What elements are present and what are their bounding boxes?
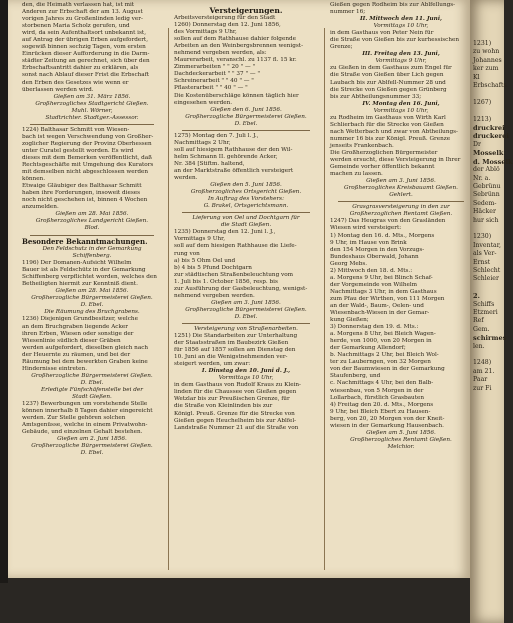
text-line: werden ersucht, diese Versteigerung in Ihrer: [330, 157, 461, 164]
text-line: Georg Mebs.: [330, 260, 368, 267]
text-line: wiesen in der Gemarkung Hausenbach.: [330, 422, 444, 429]
text-line: Vormittags 9 Uhr,: [174, 236, 226, 243]
text-line: Zimmerarbeiten " " 20 " — ": [174, 64, 256, 71]
facing-page-fragment: [470, 284, 504, 292]
text-line: in dem Gasthaus von Peter Nein für: [330, 30, 434, 37]
text-line: den 154 Morgen in den Vorzugs-: [330, 246, 425, 253]
notice-text: [330, 115, 472, 178]
signature: Blod.: [84, 225, 100, 232]
text-line: machen zu lassen.: [330, 171, 383, 178]
text-line: Die Kostenüberschläge können täglich hier: [174, 92, 299, 99]
facing-page-fragment: 1248): [473, 359, 492, 367]
text-line: Nr. 384 [Stiftm. haltend,: [174, 160, 245, 167]
signature: D. Ebel.: [80, 302, 104, 309]
notice-heading: Versteigerung von Straßenarbeiten.: [194, 325, 298, 332]
divider: [30, 124, 154, 125]
text-line: Laubach bis zur Ablfell-Nummer 28 und: [330, 79, 446, 86]
column-3: [330, 2, 472, 572]
column-rule: [168, 28, 169, 570]
text-line: von der Baumwiesen in der Gemarkung: [330, 366, 445, 373]
auction-schedule: [330, 233, 472, 430]
signature: G. Brakel, Ortsgerichtsmann.: [203, 203, 289, 210]
notice-heading: Stadt Gießen.: [72, 393, 112, 400]
text-line: soll auf hiesigem Rathhause der den Wil-: [174, 146, 293, 153]
place-date: Gießen am 31. März 1856.: [53, 93, 131, 100]
text-line: Anderen zur Erbschaft der am 13. August: [22, 9, 143, 16]
facing-page-fragment: Schleier: [473, 275, 499, 283]
text-line: a. Morgens 9 Uhr, bei Blinch Schaf-: [330, 274, 433, 281]
text-line: storbenen Maria Scholz gerufen, und: [22, 23, 130, 30]
column-1: [22, 2, 162, 572]
text-line: 1236) Diejenigen Grundbesitzer, welche: [22, 316, 138, 323]
text-line: Königl. Preuß. Grenze für die Strecke von: [174, 410, 295, 417]
signature: D. Ebel.: [80, 379, 104, 386]
text-line: a) bis 5 Ohm Oel und: [174, 257, 236, 264]
facing-page-fragment: Schlecht: [473, 266, 501, 274]
facing-page-fragment: 1213): [473, 115, 492, 123]
facing-page-fragment: Häcker: [473, 208, 496, 216]
facing-page-fragment: ker zum: [473, 65, 499, 73]
divider: [338, 201, 464, 202]
divider: [182, 323, 310, 324]
text-line: anzumelden.: [22, 204, 59, 211]
facing-page-fragment: druckerei: [473, 132, 509, 141]
text-line: Pflasterarbeit " " 40 " — ": [174, 85, 248, 92]
text-line: können.: [22, 176, 46, 183]
authority: Großherzogliche Bürgermeisterei Gießen.: [185, 113, 307, 120]
facing-page-fragment: [470, 351, 504, 359]
facing-page-fragment: Gem.: [473, 325, 490, 333]
facing-page-fragment: Dr: [473, 140, 481, 148]
facing-page-fragment: druckrei: [473, 124, 505, 133]
text-line: Arbeiten an den Weinbergsbrennen wenigst-: [174, 43, 303, 50]
text-line: Bauer ist als Feldschütz in der Gemarkung: [22, 267, 146, 274]
text-line: sogewiß binnen sechzig Tagen, vom ersten: [22, 44, 146, 51]
text-line: a. Morgens 8 Uhr, bei Bleich Wagen-: [330, 331, 436, 338]
place-date: Gießen den 6. Juni 1856.: [210, 106, 282, 113]
text-line: Gemeinde vorher öffentlich bekannt: [330, 164, 435, 171]
auction-date: III. Freitag den 13. Juni,: [362, 51, 440, 58]
text-line: helm Schmann II. gehörende Acker,: [174, 153, 278, 160]
text-line: den Erben des Gesetzes wie wenn er: [22, 79, 129, 86]
facing-page-fragment: 1230): [473, 233, 492, 241]
notice-1196: [22, 260, 162, 288]
facing-page-edge: [470, 0, 513, 623]
signatures: Muhl. Wörner,: [71, 107, 113, 114]
text-line: Dachdeckerarbeit " " 37 " — ": [174, 71, 260, 78]
text-line: haben ihre Forderungen, insoweit dieses: [22, 190, 141, 197]
notice-continued: [330, 2, 472, 16]
text-line: an dem Bruchgraben liegende Acker: [22, 323, 129, 330]
signature: D. Ebel.: [80, 450, 104, 457]
text-line: 1235) Donnerstag den 12. Juni l. J.,: [174, 229, 276, 236]
text-line: der Staatsstraßen im Baubezirk Gießen: [174, 340, 289, 347]
auction-time: Vormittags 10 Uhr,: [218, 375, 274, 382]
text-line: Einrücken dieser Aufforderung in die Darm-: [22, 51, 150, 58]
text-line: berg, von 20, 20 Morgen von der Kneit-: [330, 415, 445, 422]
text-line: 10. Juni an die Wenigstnehmenden ver-: [174, 354, 288, 361]
column-2: [174, 6, 318, 572]
text-line: c. Nachmittags 4 Uhr, bei den Balb-: [330, 380, 434, 387]
notice-heading: Die Räumung des Bruchgrabens.: [44, 309, 140, 316]
text-line: unter Curatel gestellt worden. Es wird: [22, 147, 134, 154]
facing-page-fragment: Paar: [473, 376, 488, 384]
authority: In Auftrag des Vorstehers:: [207, 196, 285, 203]
authority: Großherzogliches Stadtgericht Gießen.: [35, 100, 149, 107]
auction-time: Vormittags 9 Uhr,: [375, 58, 427, 65]
divider: [30, 235, 154, 236]
facing-page-fragment: Kl: [473, 73, 480, 81]
authority: Großherzogliches Rentamt Gießen.: [350, 436, 452, 443]
facing-page-fragment: Schiffs: [473, 300, 495, 308]
section-title: Besondere Bekanntmachungen.: [22, 236, 148, 246]
authority: Großherzogliches Ortsgericht Gießen.: [190, 189, 302, 196]
facing-page-fragment: zu wohn: [473, 48, 500, 56]
text-line: wiesenbau, von 5 Morgen in der: [330, 387, 424, 394]
text-line: 1275) Montag den 7. Juli l. J.,: [174, 132, 259, 139]
text-line: Schiffenberg verpflichtet worden, welches den: [22, 274, 157, 281]
place-date: Gießen am 28. Mai 1856.: [55, 288, 129, 295]
notice-1237: [22, 401, 162, 436]
text-line: Amtsgenüsse, welche in einem Privatwohn-: [22, 422, 148, 429]
text-line: Landstraße Nummer 21 auf die Straße von: [174, 424, 299, 431]
facing-page-fragment: Sebrünn: [473, 191, 500, 199]
text-line: der Gemarkung Allendorf;: [330, 345, 406, 352]
notice-heading: die Stadt Gießen.: [220, 222, 272, 229]
book-binding-edge: [0, 0, 8, 583]
text-line: 2) Mittwoch den 18. d. Mts.:: [330, 267, 413, 274]
text-line: die Straße von Gießen bis zur kurhessischen: [330, 37, 460, 44]
text-line: nummer 16 bis zur Königl. Preuß. Grenze: [330, 135, 451, 142]
text-line: der Heuernte zu räumen, und bei der: [22, 351, 131, 358]
authority: Großherzogliches Kreisbauamt Gießen.: [344, 185, 458, 192]
text-line: Rechtsgeschäfte mit Umgehung des Kurators: [22, 162, 154, 169]
text-line: ihren Erben, Wiesen oder sonstige der: [22, 330, 134, 337]
facing-page-fragment: Nr. a.: [473, 174, 491, 182]
text-line: Nachmittags 2 Uhr,: [174, 139, 231, 146]
text-line: an der Wald-, Baum-, Oelen- und: [330, 302, 424, 309]
newspaper-page: [8, 0, 471, 578]
text-line: für 1856 auf 1857 sollen am Dienstag den: [174, 347, 296, 354]
place-date: Gießen am 28. Mai 1856.: [55, 211, 129, 218]
text-line: zu Rodheim im Gasthaus von Wirth Karl: [330, 114, 446, 121]
text-line: die Straße von Gießen über Lich gegen: [330, 72, 444, 79]
text-line: 1224) Balthasar Schmitt von Wiesen-: [22, 126, 130, 133]
text-line: bach ist wegen Verschwendung von Großher-: [22, 133, 154, 140]
text-line: soll auf dem hiesigen Rathhause die Liefe-: [174, 243, 297, 250]
text-line: sollen auf dem Rathhause dahier folgende: [174, 36, 296, 43]
text-line: Gießen gegen Rodheim bis zur Ablfellungs-: [330, 2, 456, 8]
place-date: Gießen den 5. Juni 1856.: [210, 182, 282, 189]
text-line: an der Marktstraße öffentlich versteigert: [174, 167, 294, 174]
signature: D. Ebel.: [234, 120, 258, 127]
authority: Großherzogliche Bürgermeisterei Gießen.: [185, 306, 307, 313]
facing-page-fragment: schirmes: [473, 334, 507, 343]
text-line: Grenze;: [330, 44, 353, 51]
text-line: 1247) Das Heugras von den Grasländen: [330, 218, 446, 225]
text-line: 9 Uhr, im Hause von Brink: [330, 239, 407, 246]
facing-page-fragment: als Ver-: [473, 250, 497, 258]
notice-text: [330, 30, 472, 51]
text-line: 4) Freitag den 20. d. Mts., Morgens: [330, 401, 434, 408]
place-date: Gießen am 2. Juni 1856.: [57, 436, 127, 443]
divider: [182, 130, 310, 131]
auction-date: IV. Montag den 16. Juni,: [362, 100, 440, 107]
facing-page-fragment: 1231): [473, 40, 492, 47]
notice-1236: [22, 316, 162, 372]
text-line: vorigen Jahres zu Großenlinden ledig ver-: [22, 16, 143, 23]
intro-notice: [22, 2, 162, 94]
notice-heading: Erledigte Fünfschäfenstelle bei der: [40, 386, 144, 393]
text-line: die Strecke von Gießen gegen Grünberg: [330, 86, 447, 93]
notice-text: [330, 65, 472, 100]
text-line: eingesehen werden.: [174, 99, 233, 106]
text-line: Schlierbach für die Strecke von Gießen: [330, 121, 444, 128]
notice-1251-continued: [174, 382, 318, 431]
text-line: werden aufgefordert, dieselben gleich nach: [22, 344, 149, 351]
text-line: bis zur Abtheilungsnummer 33;: [330, 93, 422, 100]
text-line: Die Großherzoglichen Bürgermeister: [330, 149, 438, 156]
notice-1260: [174, 15, 318, 107]
text-line: wird, da sein Aufenthaltsort unbekannt ist,: [22, 30, 147, 37]
facing-page-fragment: 1267): [473, 98, 492, 106]
signature: D. Ebel.: [234, 313, 258, 320]
text-line: linden für die Chaussee von Gießen gegen: [174, 389, 297, 396]
notice-heading: Lieferung von Oel und Dochtgarn für: [192, 215, 300, 222]
text-line: noch nicht geschehen ist, binnen 4 Wochen: [22, 197, 148, 204]
text-line: ter zu Lauberngen, von 32 Morgen: [330, 359, 431, 366]
signature: Melchior.: [387, 443, 415, 450]
authority: Großherzogliche Bürgermeisterei Gießen.: [31, 372, 153, 379]
place-date: Gießen am 3. Juni 1856.: [366, 178, 436, 185]
text-line: die Straße von Kleinlinden bis zur: [174, 403, 273, 410]
column-rule: [324, 28, 325, 570]
text-line: zu Gießen in dem Gasthaus zum Engel für: [330, 65, 452, 72]
text-line: Wiesen wird versteigert:: [330, 225, 402, 232]
text-line: Räumung bei dem bewerkten Graben keine: [22, 358, 148, 365]
facing-page-fragment: [470, 107, 504, 115]
facing-page-fragment: Ref: [473, 317, 484, 325]
notice-heading: Den Feldschutz in der Gemarkung: [42, 246, 142, 252]
facing-page-fragment: Johannes: [473, 56, 502, 64]
notice-1247: [330, 218, 472, 232]
notice-heading: Großherzoglichen Rentamt Gießen.: [349, 211, 453, 218]
text-line: Maurerarbeit, veranschl. zu 1137 fl. 15 kr.: [174, 57, 297, 64]
authority: Großherzogliches Landgericht Gießen.: [35, 218, 149, 225]
signature-titles: Stadtrichter. Stadtger.-Assessor.: [45, 114, 139, 121]
text-line: Betheiligten hiermit zur Kenntniß dient.: [22, 281, 138, 288]
signature: Gehlert.: [389, 192, 413, 199]
facing-page-fragment: hur sich: [473, 216, 499, 224]
text-line: Wiesenlinie südlich dieser Gräben: [22, 337, 121, 344]
text-line: Wetzlar bis zur Preußischen Grenze, für: [174, 396, 290, 403]
text-line: den, die Heimath verlassen hat, ist mit: [22, 2, 135, 8]
text-line: steigert werden, um zwar:: [174, 361, 251, 368]
text-line: städter Zeitung an gerechnet, sich über den: [22, 58, 150, 65]
text-line: 1. Juli bis 1. October 1856, resp. bis: [174, 278, 278, 285]
text-line: der Vorgemeinde von Wilhelm: [330, 281, 418, 288]
text-line: werden.: [174, 175, 198, 182]
text-line: Bundeshaus Oberwald, Johann: [330, 253, 419, 260]
text-line: Arbeitsversteigerung für den Stadt: [174, 15, 276, 21]
facing-page-fragment: am 21.: [473, 367, 495, 375]
facing-page-fragment: d. Mosselk: [473, 157, 513, 166]
auction-date: I. Dinstag den 10. Juni d. J.,: [201, 368, 291, 375]
text-line: zoglicher Regierung der Provinz Oberhessen: [22, 140, 152, 147]
facing-page-fragment: Erbschafts: [473, 82, 507, 90]
text-line: Gießen gegen Heuchelheim bis zur Ablfel-: [174, 417, 297, 424]
text-line: nehmend vergeben werden, als:: [174, 50, 267, 57]
text-line: sonst nach Ablauf dieser Frist die Erbschaft: [22, 72, 150, 79]
auction-time: Vormittags 10 Uhr,: [373, 107, 429, 114]
text-line: 1196) Der Domanen-Aufsicht Wilhelm: [22, 260, 132, 267]
text-line: 9 Uhr, bei Bleich Ebert zu Hausen-: [330, 408, 431, 415]
text-line: überlassen werden wird.: [22, 86, 94, 93]
section-title: Versteigerungen.: [209, 6, 283, 15]
notice-heading: Schiffenberg.: [72, 253, 112, 260]
text-line: Erbschaftsantritt dahier zu erklären, als: [22, 65, 139, 72]
text-line: b. Nachmittags 2 Uhr, bei Bleich Wol-: [330, 352, 439, 359]
text-line: nehmend vergeben werden.: [174, 292, 255, 299]
notice-1251: [174, 333, 318, 368]
facing-page-fragment: Sedem-: [473, 199, 497, 207]
text-line: werden. Zur Stelle gehören solchen: [22, 415, 126, 422]
facing-page-fragment: zur Fi: [473, 384, 492, 392]
text-line: Staufenberg, und: [330, 373, 381, 380]
text-line: kung Gießen;: [330, 317, 369, 324]
divider: [182, 212, 310, 213]
text-line: dieses mit dem Bemerken veröffentlicht, daß: [22, 154, 152, 161]
text-line: auf Antrag der übrigen Erben aufgefordert,: [22, 37, 149, 44]
facing-page-fragment: [470, 90, 504, 98]
text-line: 1260) Donnerstag den 12. Juni 1856,: [174, 22, 281, 29]
text-line: Schreinerarbeit " " 40 " — ": [174, 78, 254, 85]
text-line: können innerhalb 8 Tagen dahier eingereicht: [22, 408, 153, 415]
text-line: 1) Montag den 16. d. Mts., Morgens: [330, 232, 435, 239]
text-line: mit demselben nicht abgeschlossen werden: [22, 169, 149, 176]
facing-page-fragment: Ernst: [473, 258, 491, 266]
facing-page-fragment: Gebrünu: [473, 182, 501, 190]
auction-time: Vormittags 10 Uhr,: [373, 23, 429, 30]
place-date: Gießen am 3. Juni 1856.: [211, 299, 281, 306]
text-line: nummer 16;: [330, 9, 366, 16]
facing-page-fragment: len.: [473, 342, 485, 350]
authority: Großherzogliche Bürgermeisterei Gießen.: [31, 295, 153, 302]
text-line: herde, von 1000, von 20 Morgen in: [330, 338, 432, 345]
text-line: rung von: [174, 250, 200, 257]
text-line: Lollarbach, fürstlich Grasbauten: [330, 394, 425, 401]
text-line: zur Ausführung der Gasbeleuchtung, wenigst-: [174, 285, 308, 292]
text-line: 3) Donnerstag den 19. d. Mts.:: [330, 324, 419, 331]
text-line: des Vormittags 9 Uhr,: [174, 29, 237, 36]
text-line: jenseits Frankenbach.: [330, 142, 394, 149]
facing-page-fragment: 2.: [473, 292, 480, 301]
facing-page-fragment: der Ablö: [473, 166, 500, 174]
place-date: Gießen am 5. Juni 1856.: [366, 429, 436, 436]
text-line: 1251) Die Standarbeiten zur Unterhaltung: [174, 333, 298, 340]
facing-page-fragment: [470, 225, 504, 233]
text-line: Gebäude, und einzelnen Gehalt bestehen.: [22, 429, 143, 436]
text-line: Wiesenbach-Wiesen in der Gemar-: [330, 310, 430, 317]
text-line: b) 4 bis 5 Pfund Dochtgarn: [174, 264, 252, 271]
authority: Großherzogliche Bürgermeisterei Gießen.: [31, 443, 153, 450]
text-line: nach Wetterbach und zwar von Abtheilungs-: [330, 128, 458, 135]
notice-heading: Grasgrasversteigerung in den zur: [352, 204, 450, 211]
notice-1275: [174, 133, 318, 182]
text-line: Etwaige Gläubiger des Balthasar Schmitt: [22, 183, 142, 190]
text-line: in dem Gasthaus von Rudolf Kraus zu Klein-: [174, 382, 301, 389]
text-line: Hindernisse eintreten.: [22, 365, 88, 372]
facing-page-fragment: Mosselk: [473, 149, 504, 158]
facing-page-fragment: Inventar,: [473, 241, 501, 249]
facing-page-fragment: Etzmeri: [473, 309, 498, 316]
auction-date: II. Mittwoch den 11. Juni,: [360, 16, 442, 23]
notice-1235: [174, 229, 318, 299]
text-line: zur städtischen Straßenbeleuchtung vom: [174, 271, 294, 278]
text-line: 1237) Bewerbungen um vorstehende Stelle: [22, 401, 148, 408]
text-line: zum Pfau der Wirthen, von 111 Morgen: [330, 295, 445, 302]
text-line: Nachmittags 3 Uhr, in dem Gasthaus: [330, 288, 437, 295]
notice-1224: [22, 127, 162, 212]
